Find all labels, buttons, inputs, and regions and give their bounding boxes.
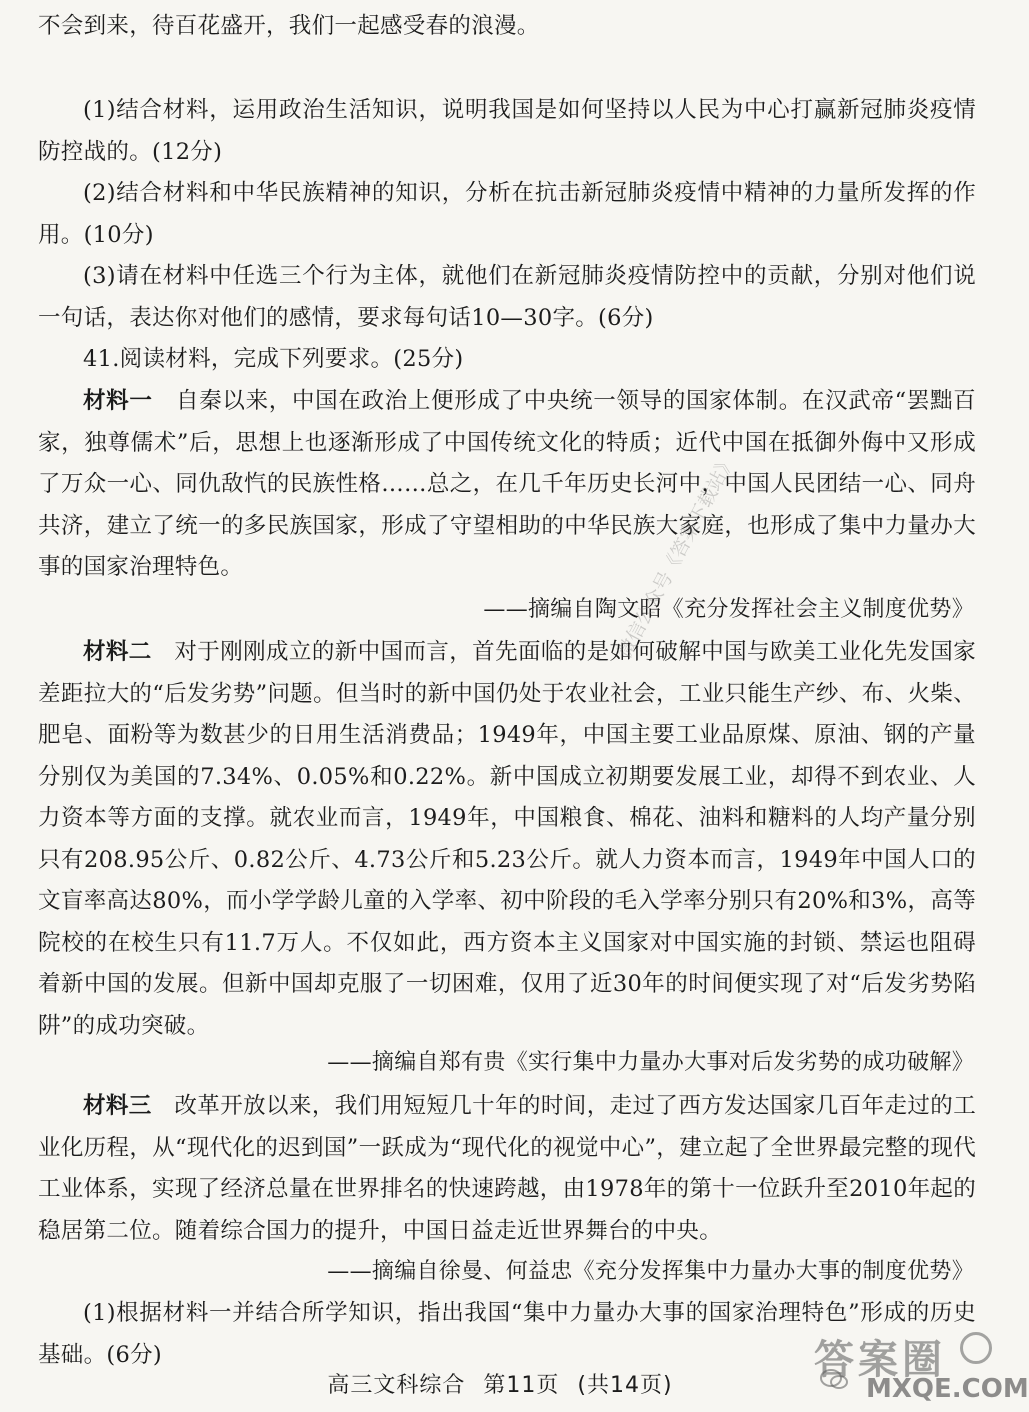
material-2-label: 材料二 (83, 639, 152, 665)
watermark-logo-url: MXQE.COM (866, 1374, 1029, 1404)
continuation-line: 不会到来，待百花盛开，我们一起感受春的浪漫。 (38, 13, 540, 39)
material-1 (38, 381, 976, 589)
material-2-text: 对于刚刚成立的新中国而言，首先面临的是如何破解中国与欧美工业化先发国家差距拉大的“后发劣势”问题。但当时的新中国仍处于农业社会，工业只能生产纱、布、火柴、肥皂、面粉等为数甚少的日用生活消费品；1949年，中国主要工业品原煤、原油、钢的产量分别仅为美国的7.34%、0.05%和0.22%。新中国成立初期要发展工业，却得不到农业、人力资本等方面的支撑。就农业而言，1949年，中国粮食、棉花、油料和糖料的人均产量分别只有208.95公斤、0.82公斤、4.73公斤和5.23公斤。就人力资本而言，1949年中国人口的文盲率高达80%，而小学学龄儿童的入学率、初中阶段的毛入学率分别只有20%和3%，高等院校的在校生只有11.7万人。不仅如此，西方资本主义国家对中国实施的封锁、禁运也阻碍着新中国的发展。但新中国却克服了一切困难，仅用了近30年的时间便实现了对“后发劣势陷阱”的成功突破。 (38, 639, 976, 1039)
material-2 (38, 632, 976, 1047)
material-1-source: ——摘编自陶文昭《充分发挥社会主义制度优势》 (483, 597, 974, 622)
footer-subject: 高三文科综合 (327, 1373, 466, 1398)
material-3 (38, 1086, 976, 1252)
material-3-source: ——摘编自徐曼、何益忠《充分发挥集中力量办大事的制度优势》 (327, 1259, 974, 1284)
footer-total-pages: (共14页) (577, 1373, 673, 1398)
material-3-label: 材料三 (83, 1093, 152, 1119)
watermark-logo (808, 1328, 1029, 1406)
material-1-text: 自秦以来，中国在政治上便形成了中央统一领导的国家体制。在汉武帝“罢黜百家，独尊儒术”后，思想上也逐渐形成了中国传统文化的特质；近代中国在抵御外侮中又形成了万众一心、同仇敌忾的民族性格……总之，在几千年历史长河中，中国人民团结一心、同舟共济，建立了统一的多民族国家，形成了守望相助的中华民族大家庭，也形成了集中力量办大事的国家治理特色。 (38, 388, 976, 580)
question-1: (1)结合材料，运用政治生活知识，说明我国是如何坚持以人民为中心打赢新冠肺炎疫情防控战的。(12分) (38, 97, 976, 165)
question-41-1: (1)根据材料一并结合所学知识，指出我国“集中力量办大事的国家治理特色”形成的历史基础。(6分) (38, 1300, 976, 1368)
watermark-text: 微信公众号《答案下载站》 (613, 450, 741, 663)
material-3-text: 改革开放以来，我们用短短几十年的时间，走过了西方发达国家几百年走过的工业化历程，从“现代化的迟到国”一跃成为“现代化的视觉中心”，建立起了全世界最完整的现代工业体系，实现了经济总量在世界排名的快速跨越，由1978年的第十一位跃升至2010年起的稳居第二位。随着综合国力的提升，中国日益走近世界舞台的中央。 (38, 1093, 976, 1244)
watermark-logo-text: 答案圈 (814, 1337, 946, 1383)
material-2-source: ——摘编自郑有贵《实行集中力量办大事对后发劣势的成功破解》 (327, 1050, 974, 1075)
question-2: (2)结合材料和中华民族精神的知识，分析在抗击新冠肺炎疫情中精神的力量所发挥的作用。(10分) (38, 180, 976, 248)
material-1-label: 材料一 (83, 388, 153, 414)
question-3: (3)请在材料中任选三个行为主体，就他们在新冠肺炎疫情防控中的贡献，分别对他们说一句话，表达你对他们的感情，要求每句话10—30字。(6分) (38, 263, 976, 331)
question-41-heading: 41.阅读材料，完成下列要求。(25分) (83, 346, 464, 372)
footer-page-number: 第11页 (483, 1373, 560, 1398)
watermark-ring-icon (960, 1332, 992, 1364)
